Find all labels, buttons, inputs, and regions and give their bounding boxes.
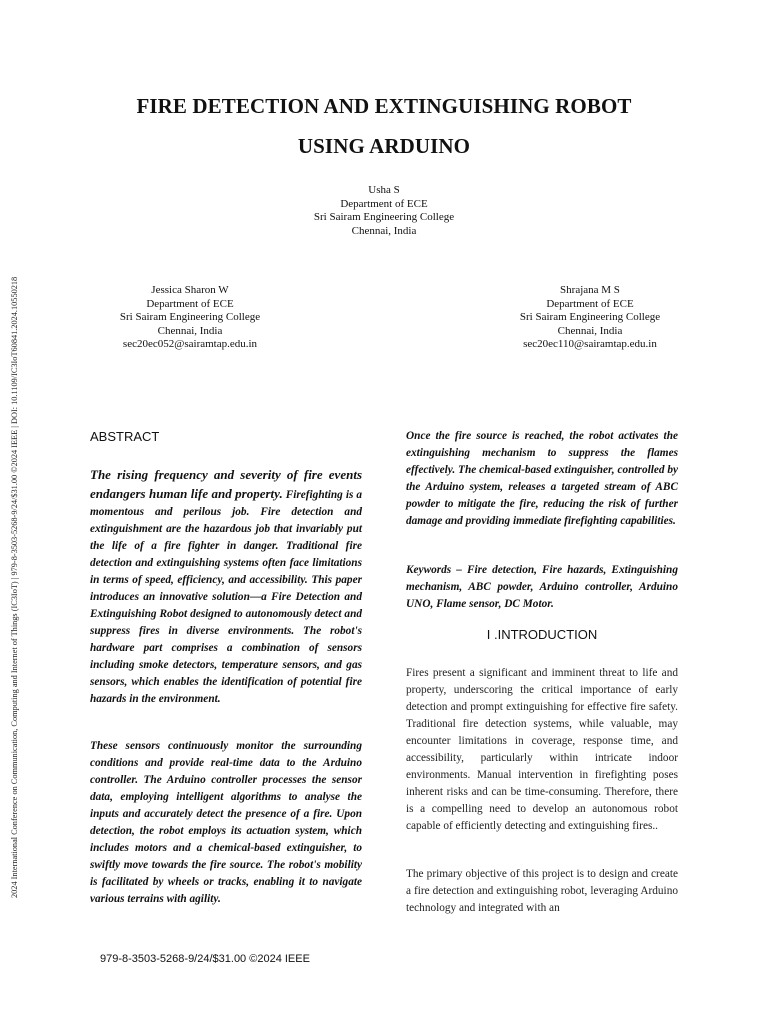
introduction-heading: I .INTRODUCTION — [486, 627, 598, 642]
author-college: Sri Sairam Engineering College — [119, 311, 261, 323]
author-city: Chennai, India — [351, 224, 417, 237]
introduction-paragraph-2: The primary objective of this project is to design and create a fire detection and extinguishing robot, leveraging Arduino technology and integrated with an — [406, 868, 678, 914]
author-dept: Department of ECE — [146, 297, 234, 310]
keywords-text: – Fire detection, Fire hazards, Extinguishing mechanism, ABC powder, Arduino controller, Arduino UNO, Flame sensor, DC Motor. — [406, 564, 678, 610]
keywords-label: Keywords — [406, 564, 452, 576]
author-name: Jessica Sharon W — [151, 284, 229, 296]
paper-title-line1: FIRE DETECTION AND EXTINGUISHING ROBOT — [136, 94, 632, 118]
abstract-paragraph-1-rest: Firefighting is a momentous and perilous job. Fire detection and extinguishment are the hazardous job that invariably put the life of a fire fighter in danger. Traditional fire detection and extinguishing systems often face limitations in terms of speed, efficiency, and accessibility. This paper introduces an innovative solution—a Fire Detection and Extinguishing Robot designed to autonomously detect and suppress fires in diverse environments. The robot's hardware part comprises a combination of sensors including smoke detectors, temperature sensors, and gas sensors, which enables the identification of potential fire hazards in the environment. — [90, 489, 362, 705]
abstract-heading: ABSTRACT — [90, 429, 160, 444]
abstract-lead-sentence: The rising frequency and severity of fire events endangers human life and property. — [90, 467, 362, 501]
author-email: sec20ec110@sairamtap.edu.in — [523, 338, 657, 350]
paper-title-line2: USING ARDUINO — [297, 134, 471, 158]
abstract-paragraph-2: These sensors continuously monitor the surrounding conditions and provide real-time data to the Arduino controller. The Arduino controller processes the sensor data, employing intelligent algorithms to analyse the inputs and accurately detect the presence of a fire. Upon detection, the robot employs its actuation system, which includes motors and a chemical-based extinguisher, to swiftly move towards the fire source. The robot's mobility is facilitated by wheels or tracks, enabling it to navigate various terrains with agility. — [90, 740, 362, 905]
author-email: sec20ec052@sairamtap.edu.in — [122, 338, 258, 350]
author-city: Chennai, India — [557, 324, 623, 337]
author-college: Sri Sairam Engineering College — [313, 211, 455, 223]
author-block-left — [90, 284, 290, 352]
abstract-paragraph-3: Once the fire source is reached, the robot activates the extinguishing mechanism to suppress the flames effectively. The chemical-based extinguisher, controlled by the Arduino system, releases a targeted stream of ABC powder to mitigate the fire, reducing the risk of further damage and providing immediate firefighting capabilities. — [406, 430, 679, 527]
author-dept: Department of ECE — [340, 197, 428, 210]
author-dept: Department of ECE — [546, 297, 634, 310]
author-block-center — [284, 184, 484, 238]
keywords — [406, 562, 678, 613]
side-citation-note: 2024 International Conference on Communication, Computing and Internet of Things (IC3IoT) | 979-8-3503-5268-9/24/$31.00 ©2024 IEEE | DOI: 10.1109/IC3IoT60841.2024.10550218 — [10, 276, 19, 898]
footer-copyright: 979-8-3503-5268-9/24/$31.00 ©2024 IEEE — [100, 953, 310, 965]
introduction-paragraph-1: Fires present a significant and imminent threat to life and property, underscoring the critical importance of early detection and prompt extinguishing for effective fire safety. Traditional fire detection systems, while valuable, may encounter limitations in coverage, response time, and accessibility, particularly within intricate indoor environments. Manual intervention in firefighting poses inherent risks and can be time-consuming. Therefore, there is a compelling need to develop an autonomous robot capable of efficiently detecting and extinguishing fires.. — [406, 667, 678, 832]
author-block-right — [490, 284, 690, 352]
abstract-paragraph-1 — [90, 466, 362, 708]
author-city: Chennai, India — [157, 324, 223, 337]
author-name: Usha S — [368, 184, 400, 196]
author-college: Sri Sairam Engineering College — [519, 311, 661, 323]
author-name: Shrajana M S — [560, 284, 620, 296]
